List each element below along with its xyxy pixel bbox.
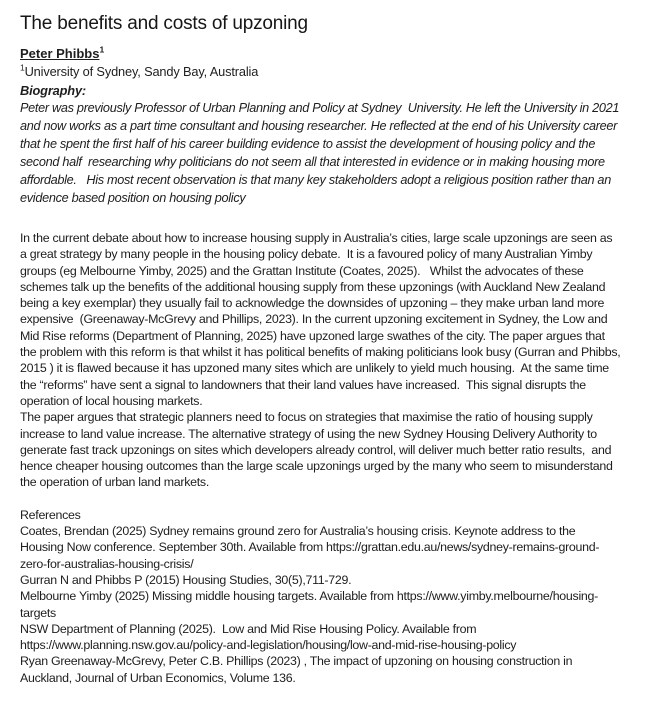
- author-superscript: 1: [99, 44, 105, 55]
- reference-item: Ryan Greenaway-McGrevy, Peter C.B. Phillips (2023) , The impact of upzoning on housing construction in Auckland, Journal of Urban Economics, Volume 136.: [20, 654, 575, 685]
- reference-item: Gurran N and Phibbs P (2015) Housing Studies, 30(5),711-729.: [20, 572, 352, 587]
- biography-text: Peter was previously Professor of Urban Planning and Policy at Sydney University. He left the University in 2021 and now works as a part time consultant and housing researcher. He reflected at the end of his University career that he spent the first half of his career building evidence to assist the development of housing policy and the second half researching why politicians do not seem all that interested in evidence or in making housing more affordable. His most recent observation is that many key stakeholders adopt a religious position rather than an evidence based position on housing policy: [20, 101, 623, 205]
- reference-item: NSW Department of Planning (2025). Low and Mid Rise Housing Policy. Available from https://www.planning.nsw.gov.au/policy-and-legislation/housing/low-and-mid-rise-housing-policy: [20, 621, 517, 653]
- author-line: [20, 46, 621, 62]
- page-title: The benefits and costs of upzoning: [20, 13, 308, 34]
- reference-item: Coates, Brendan (2025) Sydney remains ground zero for Australia’s housing crisis. Keynote address to the Housing Now conference. September 30th. Available from https://grattan.edu.au/news/sydney-remains-ground-zero-for-australias-housing-crisis/: [20, 524, 600, 571]
- author-name: Peter Phibbs: [20, 46, 100, 61]
- references-heading: References: [20, 507, 81, 522]
- reference-item: Melbourne Yimby (2025) Missing middle housing targets. Available from https://www.yimby.melbourne/housing-targets: [20, 589, 598, 620]
- abstract-paragraph: The paper argues that strategic planners need to focus on strategies that maximise the ratio of housing supply increase to land value increase. The alternative strategy of using the new Sydney Housing Delivery Authority to generate fast track upzonings on sites which developers already control, will deliver much better ratio results, and hence cheaper housing outcomes than the large scale upzonings urged by the many who seem to misunderstand the operation of urban land markets.: [20, 410, 616, 490]
- biography-label: Biography:: [20, 83, 87, 98]
- affiliation-text: University of Sydney, Sandy Bay, Australia: [24, 64, 259, 79]
- affiliation-superscript: 1: [20, 62, 25, 73]
- affiliation-line: [20, 64, 621, 80]
- abstract-paragraph: In the current debate about how to increase housing supply in Australia’s cities, large scale upzonings are seen as a great strategy by many people in the housing policy debate. It is a favoured policy of many Australian Yimby groups (eg Melbourne Yimby, 2025) and the Grattan Institute (Coates, 2025). Whilst the advocates of these schemes talk up the benefits of the additional housing supply from these upzonings (with Auckland New Zealand being a key exemplar) they usually fail to acknowledge the downsides of upzoning – they make urban land more expensive (Greenaway-McGrevy and Phillips, 2023). In the current upzoning excitement in Sydney, the Low and Mid Rise reforms (Department of Planning, 2025) have upzoned large swathes of the city. The paper argues that the problem with this reform is that whilst it has political benefits of making politicians look busy (Gurran and Phibbs, 2015 ) it is flawed because it has upzoned many sites which are unlikely to yield much housing. At the same time the “reforms” have sent a signal to landowners that their land values have increased. This signal disrupts the operation of local housing markets.: [20, 231, 624, 408]
